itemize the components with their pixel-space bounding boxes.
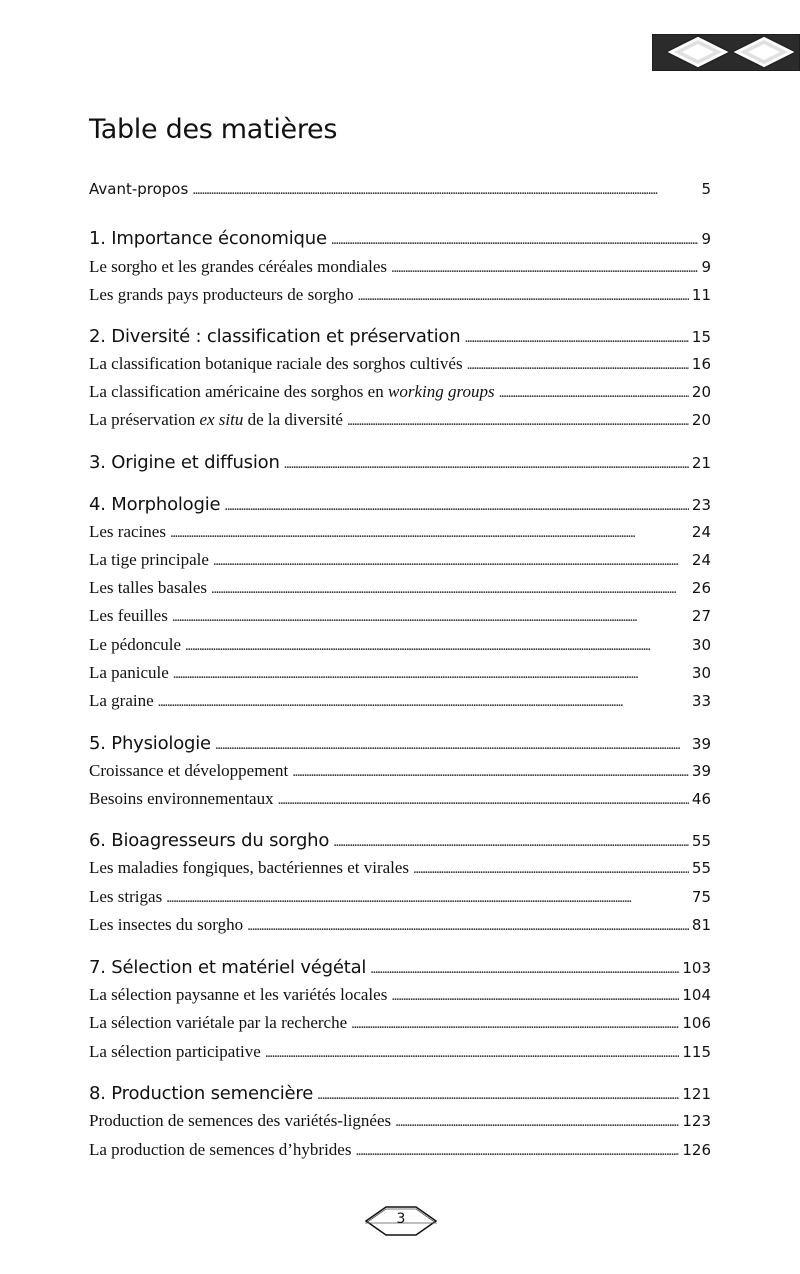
toc-page-number: 33 (691, 692, 711, 710)
dot-leader (166, 890, 689, 907)
toc-page-number: 24 (691, 551, 711, 569)
toc-entry-title: La sélection paysanne et les variétés locales (89, 985, 388, 1004)
dot-leader (370, 961, 679, 978)
dot-leader (391, 988, 679, 1005)
toc-entry-title: La graine (89, 691, 154, 710)
toc-entry-title-part: La préservation (89, 410, 200, 429)
toc-entry-title: La sélection participative (89, 1042, 261, 1061)
toc-section-entry (89, 887, 711, 907)
toc-entry-title: 1. Importance économique (89, 228, 327, 249)
toc-section-entry (89, 915, 711, 935)
toc-page-number: 30 (691, 664, 711, 682)
toc-entry-title-part: La classification américaine des sorghos en (89, 382, 388, 401)
dot-leader (278, 792, 689, 809)
toc-entry-title: La production de semences d’hybrides (89, 1140, 352, 1159)
toc-entry-title: Les feuilles (89, 606, 168, 625)
toc-page-number: 11 (691, 286, 711, 304)
toc-entry-title: Les insectes du sorgho (89, 915, 244, 934)
dot-leader (185, 638, 689, 655)
toc-entry-title: 4. Morphologie (89, 494, 221, 515)
toc-section-entry (89, 1140, 711, 1160)
dot-leader (192, 182, 698, 199)
toc-entry-title: La tige principale (89, 550, 209, 569)
dot-leader (170, 525, 689, 542)
toc-page-number: 9 (701, 230, 711, 248)
toc-entry-title: 6. Bioagresseurs du sorgho (89, 830, 330, 851)
toc-entry-title-part: de la diversité (243, 410, 343, 429)
toc-page-number: 23 (691, 496, 711, 514)
dot-leader (413, 861, 689, 878)
dot-leader (347, 413, 689, 430)
toc-entry-title (89, 410, 343, 430)
toc-page-number: 115 (682, 1043, 711, 1061)
toc-chapter-entry (89, 733, 711, 754)
toc-chapter-entry (89, 326, 711, 347)
toc-chapter-entry (89, 1083, 711, 1104)
toc-page-number: 126 (682, 1141, 711, 1159)
toc-section-entry (89, 410, 711, 430)
dot-leader (215, 737, 689, 754)
toc-section-entry (89, 691, 711, 711)
dot-leader (467, 357, 689, 374)
toc-page-number: 5 (701, 180, 711, 198)
toc-entry-title: Les grands pays producteurs de sorgho (89, 285, 354, 304)
dot-leader (224, 498, 689, 515)
toc-section-entry (89, 550, 711, 570)
toc-chapter-entry (89, 494, 711, 515)
toc-section-entry (89, 663, 711, 683)
toc-entry-title: 7. Sélection et matériel végétal (89, 957, 367, 978)
toc-section-entry (89, 578, 711, 598)
toc-page-number: 39 (691, 762, 711, 780)
toc-page-number: 104 (682, 986, 711, 1004)
toc-page-number: 26 (691, 579, 711, 597)
dot-leader (173, 666, 689, 683)
toc-entry-title: Croissance et développement (89, 761, 289, 780)
toc-entry-title: Les maladies fongiques, bactériennes et virales (89, 858, 410, 877)
diamond-pattern-band (652, 34, 800, 71)
toc-section-entry (89, 635, 711, 655)
page-title: Table des matières (89, 114, 338, 145)
toc-page-number: 15 (691, 328, 711, 346)
toc-page-number: 20 (691, 411, 711, 429)
page-number-badge (364, 1205, 438, 1237)
dot-leader (172, 609, 689, 626)
toc-entry-title: Avant-propos (89, 180, 189, 198)
dot-leader (355, 1143, 679, 1160)
toc-section-entry (89, 1042, 711, 1062)
toc-entry-title: Le pédoncule (89, 635, 182, 654)
dot-leader (391, 260, 698, 277)
toc-section-entry (89, 858, 711, 878)
dot-leader (265, 1045, 680, 1062)
toc-front-entry (89, 180, 711, 199)
dot-leader (464, 330, 688, 347)
toc-page-number: 46 (691, 790, 711, 808)
toc-page-number: 16 (691, 355, 711, 373)
toc-page-number: 30 (691, 636, 711, 654)
toc-page-number: 121 (682, 1085, 711, 1103)
toc-page-number: 24 (691, 523, 711, 541)
toc-entry-title: Production de semences des variétés-lignées (89, 1111, 392, 1130)
toc-entry-title (89, 382, 495, 402)
dot-leader (351, 1016, 679, 1033)
toc-entry-title: La panicule (89, 663, 169, 682)
toc-chapter-entry (89, 452, 711, 473)
toc-section-entry (89, 761, 711, 781)
toc-chapter-entry (89, 957, 711, 978)
dot-leader (247, 918, 689, 935)
toc-section-entry (89, 382, 711, 402)
toc-page-number: 20 (691, 383, 711, 401)
dot-leader (213, 553, 689, 570)
toc-section-entry (89, 1013, 711, 1033)
toc-entry-title: Besoins environnementaux (89, 789, 274, 808)
toc-section-entry (89, 606, 711, 626)
toc-page-number: 39 (691, 735, 711, 753)
page-number: 3 (396, 1211, 406, 1227)
toc-page-number: 75 (691, 888, 711, 906)
toc-entry-title: Le sorgho et les grandes céréales mondiales (89, 257, 388, 276)
toc-page-number: 21 (691, 454, 711, 472)
toc-entry-title: 5. Physiologie (89, 733, 211, 754)
dot-leader (284, 456, 689, 473)
dot-leader (395, 1114, 679, 1131)
toc-section-entry (89, 789, 711, 809)
toc-section-entry (89, 985, 711, 1005)
toc-entry-title: Les racines (89, 522, 166, 541)
toc-entry-title-emphasis: ex situ (199, 410, 244, 429)
toc-section-entry (89, 285, 711, 305)
dot-leader (211, 581, 689, 598)
toc-page-number: 27 (691, 607, 711, 625)
dot-leader (499, 385, 689, 402)
toc-chapter-entry (89, 228, 711, 249)
toc-section-entry (89, 1111, 711, 1131)
toc-page-number: 103 (682, 959, 711, 977)
toc-entry-title: La sélection variétale par la recherche (89, 1013, 348, 1032)
dot-leader (331, 232, 699, 249)
toc-page-number: 55 (691, 832, 711, 850)
toc-entry-title: 8. Production semencière (89, 1083, 314, 1104)
toc-entry-title: 3. Origine et diffusion (89, 452, 280, 473)
dot-leader (358, 288, 689, 305)
toc-section-entry (89, 354, 711, 374)
toc-chapter-entry (89, 830, 711, 851)
dot-leader (292, 764, 689, 781)
toc-page-number: 55 (691, 859, 711, 877)
toc-entry-title: La classification botanique raciale des sorghos cultivés (89, 354, 463, 373)
dot-leader (317, 1087, 679, 1104)
dot-leader (333, 834, 689, 851)
toc-entry-title: Les strigas (89, 887, 163, 906)
toc-page-number: 81 (691, 916, 711, 934)
dot-leader (158, 694, 689, 711)
toc-entry-title: Les talles basales (89, 578, 208, 597)
toc-page-number: 9 (701, 258, 711, 276)
toc-entry-title-emphasis: working groups (387, 382, 495, 401)
toc-entry-title: 2. Diversité : classification et préservation (89, 326, 461, 347)
toc-page-number: 123 (682, 1112, 711, 1130)
toc-page-number: 106 (682, 1014, 711, 1032)
toc-section-entry (89, 257, 711, 277)
toc-section-entry (89, 522, 711, 542)
